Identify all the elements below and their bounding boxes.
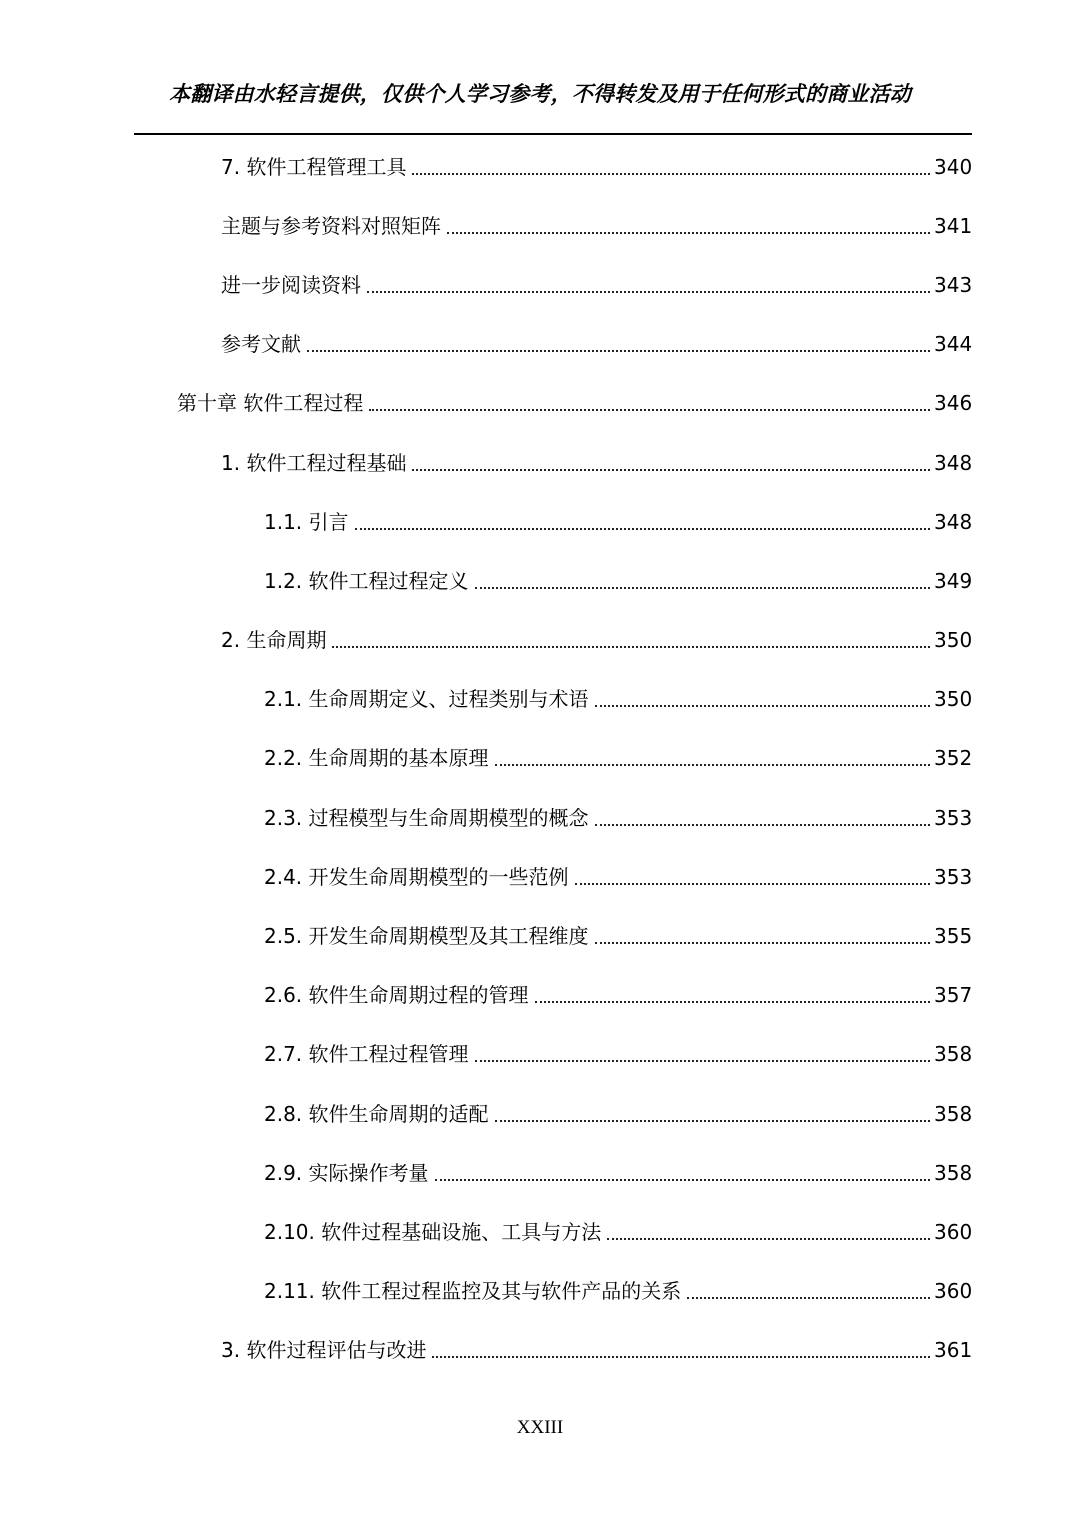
toc-entry-title: 进一步阅读资料: [221, 272, 361, 297]
toc-entry[interactable]: [0, 196, 1080, 255]
toc-entry-label: [221, 155, 406, 179]
toc-entry-label: [264, 510, 349, 534]
toc-entry-label: [221, 214, 441, 238]
toc-entry-label: [264, 865, 569, 889]
toc-entry-label: [264, 806, 589, 830]
toc-entry-label: [221, 451, 406, 475]
toc-entry-title: 软件工程过程: [243, 391, 364, 416]
toc-entry-number: 2.10.: [264, 1219, 315, 1244]
table-of-contents: [0, 137, 1080, 1380]
dot-leader: [332, 646, 930, 648]
toc-entry-number: 2.: [221, 628, 241, 653]
toc-entry-label: [264, 1102, 489, 1126]
toc-entry-number: 1.1.: [264, 509, 303, 534]
toc-entry-label: [264, 746, 489, 770]
toc-entry[interactable]: [0, 966, 1080, 1025]
toc-entry-page: 360: [934, 1219, 973, 1244]
toc-entry-page: 357: [934, 983, 973, 1008]
header-rule: [134, 133, 972, 135]
dot-leader: [369, 409, 930, 411]
toc-entry[interactable]: [0, 1084, 1080, 1143]
dot-leader: [475, 1060, 930, 1062]
toc-entry[interactable]: [0, 1202, 1080, 1261]
toc-entry-number: 3.: [221, 1338, 241, 1363]
toc-entry-page: 346: [934, 391, 973, 416]
toc-entry-page: 360: [934, 1279, 973, 1304]
toc-entry[interactable]: [0, 551, 1080, 610]
dot-leader: [435, 1179, 930, 1181]
toc-entry[interactable]: [0, 847, 1080, 906]
toc-entry-title: 软件工程过程基础: [246, 450, 407, 475]
toc-entry-number: 2.8.: [264, 1101, 303, 1126]
dot-leader: [475, 587, 930, 589]
toc-entry-label: [177, 391, 363, 415]
dot-leader: [412, 173, 930, 175]
toc-entry-page: 343: [934, 272, 973, 297]
toc-entry[interactable]: [0, 492, 1080, 551]
toc-entry-label: [264, 687, 589, 711]
toc-entry[interactable]: [0, 1025, 1080, 1084]
toc-entry-page: 348: [934, 509, 973, 534]
page-header: 本翻译由水轻言提供，仅供个人学习参考，不得转发及用于任何形式的商业活动: [169, 82, 911, 106]
toc-entry[interactable]: [0, 1262, 1080, 1321]
dot-leader: [595, 824, 930, 826]
toc-entry-title: 主题与参考资料对照矩阵: [221, 213, 441, 238]
toc-entry-number: 2.4.: [264, 864, 303, 889]
toc-entry-title: 软件生命周期过程的管理: [308, 983, 529, 1008]
page-number: XXIII: [516, 1417, 564, 1438]
toc-entry-title: 生命周期的基本原理: [308, 746, 489, 771]
toc-entry-title: 过程模型与生命周期模型的概念: [308, 805, 589, 830]
toc-entry-page: 352: [934, 746, 973, 771]
toc-entry[interactable]: [0, 374, 1080, 433]
toc-entry-number: 2.7.: [264, 1042, 303, 1067]
toc-entry[interactable]: [0, 137, 1080, 196]
toc-entry-page: 350: [934, 628, 973, 653]
toc-entry-page: 344: [934, 332, 973, 357]
dot-leader: [432, 1356, 930, 1358]
toc-entry-page: 355: [934, 924, 973, 949]
dot-leader: [595, 942, 930, 944]
toc-entry-label: [221, 628, 326, 652]
dot-leader: [367, 291, 930, 293]
toc-entry-number: 1.2.: [264, 568, 303, 593]
toc-entry-number: 2.5.: [264, 924, 303, 949]
toc-entry-title: 软件工程过程监控及其与软件产品的关系: [321, 1279, 682, 1304]
toc-entry-page: 349: [934, 568, 973, 593]
toc-entry-number: 2.9.: [264, 1160, 303, 1185]
toc-entry-label: [264, 569, 469, 593]
toc-entry-page: 358: [934, 1160, 973, 1185]
toc-entry-label: [264, 1220, 601, 1244]
toc-entry-number: 2.2.: [264, 746, 303, 771]
toc-entry-number: 2.1.: [264, 687, 303, 712]
toc-entry[interactable]: [0, 788, 1080, 847]
toc-entry-page: 350: [934, 687, 973, 712]
dot-leader: [447, 232, 930, 234]
toc-entry-title: 引言: [308, 509, 349, 534]
toc-entry-label: [264, 1161, 429, 1185]
toc-entry-number: 2.11.: [264, 1279, 315, 1304]
toc-entry-number: 第十章: [177, 391, 237, 416]
toc-entry-number: 2.3.: [264, 805, 303, 830]
toc-entry-number: 1.: [221, 450, 241, 475]
toc-entry[interactable]: [0, 1321, 1080, 1380]
toc-entry-label: [264, 1279, 681, 1303]
toc-entry-title: 生命周期: [246, 628, 327, 653]
dot-leader: [495, 1120, 930, 1122]
toc-entry-label: [221, 273, 361, 297]
toc-entry-label: [264, 1042, 469, 1066]
toc-entry-page: 353: [934, 805, 973, 830]
toc-entry[interactable]: [0, 315, 1080, 374]
toc-entry-number: 2.6.: [264, 983, 303, 1008]
dot-leader: [575, 883, 930, 885]
toc-entry[interactable]: [0, 433, 1080, 492]
dot-leader: [687, 1297, 930, 1299]
toc-entry-page: 358: [934, 1042, 973, 1067]
toc-entry-page: 341: [934, 213, 973, 238]
toc-entry-page: 340: [934, 154, 973, 179]
toc-entry-label: [221, 1338, 426, 1362]
toc-entry-title: 软件工程过程管理: [308, 1042, 469, 1067]
toc-entry-label: [221, 332, 301, 356]
toc-entry[interactable]: [0, 670, 1080, 729]
toc-entry-title: 软件生命周期的适配: [308, 1101, 489, 1126]
toc-entry-label: [264, 924, 589, 948]
toc-entry-title: 参考文献: [221, 332, 301, 357]
toc-entry[interactable]: [0, 1143, 1080, 1202]
toc-entry[interactable]: [0, 729, 1080, 788]
toc-entry-title: 开发生命周期模型及其工程维度: [308, 924, 589, 949]
toc-entry-title: 生命周期定义、过程类别与术语: [308, 687, 589, 712]
dot-leader: [595, 705, 930, 707]
toc-entry-page: 361: [934, 1338, 973, 1363]
toc-entry-title: 软件工程管理工具: [246, 154, 407, 179]
toc-entry-title: 软件工程过程定义: [308, 568, 469, 593]
dot-leader: [607, 1238, 930, 1240]
toc-entry-title: 软件过程基础设施、工具与方法: [321, 1219, 602, 1244]
toc-entry-label: [264, 983, 529, 1007]
toc-entry[interactable]: [0, 906, 1080, 965]
toc-entry-title: 实际操作考量: [308, 1160, 429, 1185]
dot-leader: [307, 350, 930, 352]
toc-entry-title: 软件过程评估与改进: [246, 1338, 427, 1363]
dot-leader: [355, 528, 930, 530]
toc-entry[interactable]: [0, 255, 1080, 314]
toc-entry-page: 348: [934, 450, 973, 475]
dot-leader: [535, 1001, 930, 1003]
dot-leader: [495, 764, 930, 766]
toc-entry[interactable]: [0, 611, 1080, 670]
toc-entry-title: 开发生命周期模型的一些范例: [308, 864, 569, 889]
toc-entry-page: 353: [934, 864, 973, 889]
toc-entry-page: 358: [934, 1101, 973, 1126]
toc-entry-number: 7.: [221, 154, 241, 179]
dot-leader: [412, 469, 930, 471]
